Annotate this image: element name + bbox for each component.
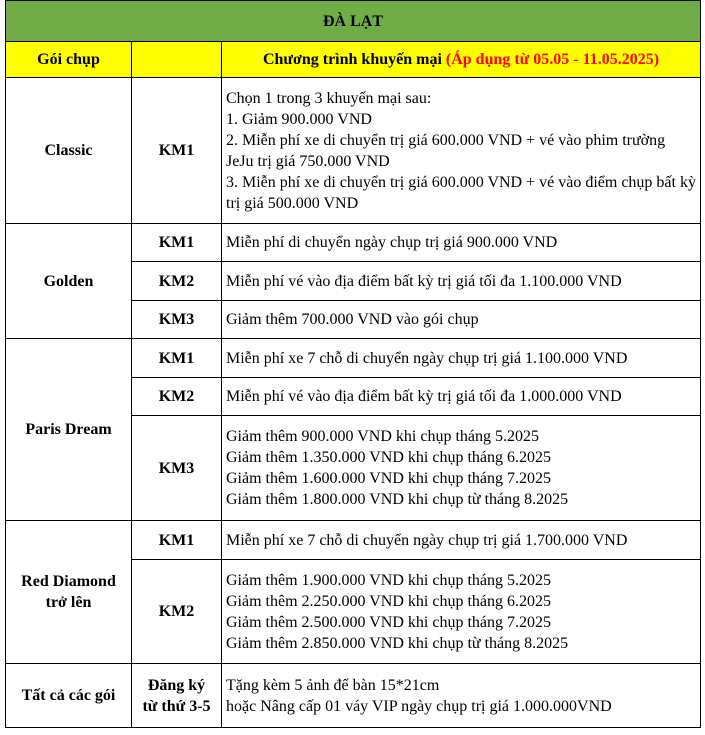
header-program xyxy=(222,42,701,78)
promotion-table xyxy=(5,0,701,728)
promo-line: Chọn 1 trong 3 khuyến mại sau: xyxy=(226,89,432,107)
header-spacer xyxy=(132,42,222,78)
header-row xyxy=(6,42,701,78)
promo-detail: Giảm thêm 700.000 VND vào gói chụp xyxy=(222,301,701,339)
package-paris-dream: Paris Dream xyxy=(6,339,132,521)
promo-detail xyxy=(222,78,701,224)
table-row xyxy=(6,664,701,728)
header-program-label: Chương trình khuyến mại xyxy=(262,51,442,68)
package-classic: Classic xyxy=(6,78,132,224)
promo-line: Giảm thêm 1.350.000 VND khi chụp tháng 6.2025 xyxy=(226,449,552,466)
promo-detail: Miễn phí xe 7 chỗ di chuyển ngày chụp trị giá 1.100.000 VND xyxy=(222,339,701,378)
promo-code: KM2 xyxy=(132,262,222,301)
promo-line: Tặng kèm 5 ảnh để bàn 15*21cm xyxy=(226,676,440,694)
promo-code: KM3 xyxy=(132,301,222,339)
promo-detail: Miễn phí vé vào địa điểm bất kỳ trị giá tối đa 1.100.000 VND xyxy=(222,262,701,301)
promo-line: Giảm thêm 1.800.000 VND khi chụp từ tháng 8.2025 xyxy=(226,491,569,508)
promo-line: Giảm thêm 2.500.000 VND khi chụp tháng 7.2025 xyxy=(226,613,552,631)
promo-detail xyxy=(222,664,701,728)
promo-code: KM1 xyxy=(132,339,222,378)
package-golden: Golden xyxy=(6,224,132,339)
package-all: Tất cả các gói xyxy=(6,664,132,728)
promo-line: hoặc Nâng cấp 01 váy VIP ngày chụp trị giá 1.000.000VND xyxy=(226,697,612,715)
promo-detail: Miễn phí vé vào địa điểm bất kỳ trị giá tối đa 1.000.000 VND xyxy=(222,378,701,416)
promo-line: Giảm thêm 1.900.000 VND khi chụp tháng 5.2025 xyxy=(226,571,552,589)
promo-code: KM1 xyxy=(132,521,222,560)
promo-detail xyxy=(222,416,701,521)
table-row xyxy=(6,339,701,378)
promo-line: Giảm thêm 2.250.000 VND khi chụp tháng 6.2025 xyxy=(226,592,552,610)
promo-line: 1. Giảm 900.000 VND xyxy=(226,110,372,128)
package-name-line: trở lên xyxy=(45,594,92,611)
table-title: ĐÀ LẠT xyxy=(6,1,701,42)
table-row xyxy=(6,224,701,262)
package-red-diamond xyxy=(6,521,132,664)
table-row xyxy=(6,521,701,560)
promo-code: KM3 xyxy=(132,416,222,521)
promo-code: KM1 xyxy=(132,224,222,262)
package-name-line: Red Diamond xyxy=(21,573,116,590)
promo-detail xyxy=(222,560,701,664)
promo-line: Giảm thêm 2.850.000 VND khi chụp từ tháng 8.2025 xyxy=(226,634,569,652)
header-program-dates: (Áp dụng từ 05.05 - 11.05.2025) xyxy=(445,51,660,68)
promo-detail: Miễn phí di chuyển ngày chụp trị giá 900.000 VND xyxy=(222,224,701,262)
table-row xyxy=(6,78,701,224)
condition-line: Đăng ký xyxy=(147,676,206,694)
promo-line: Giảm thêm 900.000 VND khi chụp tháng 5.2025 xyxy=(226,428,540,445)
promo-code: KM2 xyxy=(132,378,222,416)
header-package: Gói chụp xyxy=(6,42,132,78)
promo-condition xyxy=(132,664,222,728)
condition-line: từ thứ 3-5 xyxy=(142,697,211,715)
promo-code: KM2 xyxy=(132,560,222,664)
title-row xyxy=(6,1,701,42)
promo-line: Giảm thêm 1.600.000 VND khi chụp tháng 7.2025 xyxy=(226,470,552,487)
promo-detail: Miễn phí xe 7 chỗ di chuyển ngày chụp trị giá 1.700.000 VND xyxy=(222,521,701,560)
promo-line: 3. Miễn phí xe di chuyển trị giá 600.000 VND + vé vào điểm chụp bất kỳ trị giá 500.000 VND xyxy=(226,173,696,212)
promo-code: KM1 xyxy=(132,78,222,224)
promo-line: 2. Miễn phí xe di chuyển trị giá 600.000 VND + vé vào phim trường JeJu trị giá 750.000 VND xyxy=(226,131,666,170)
